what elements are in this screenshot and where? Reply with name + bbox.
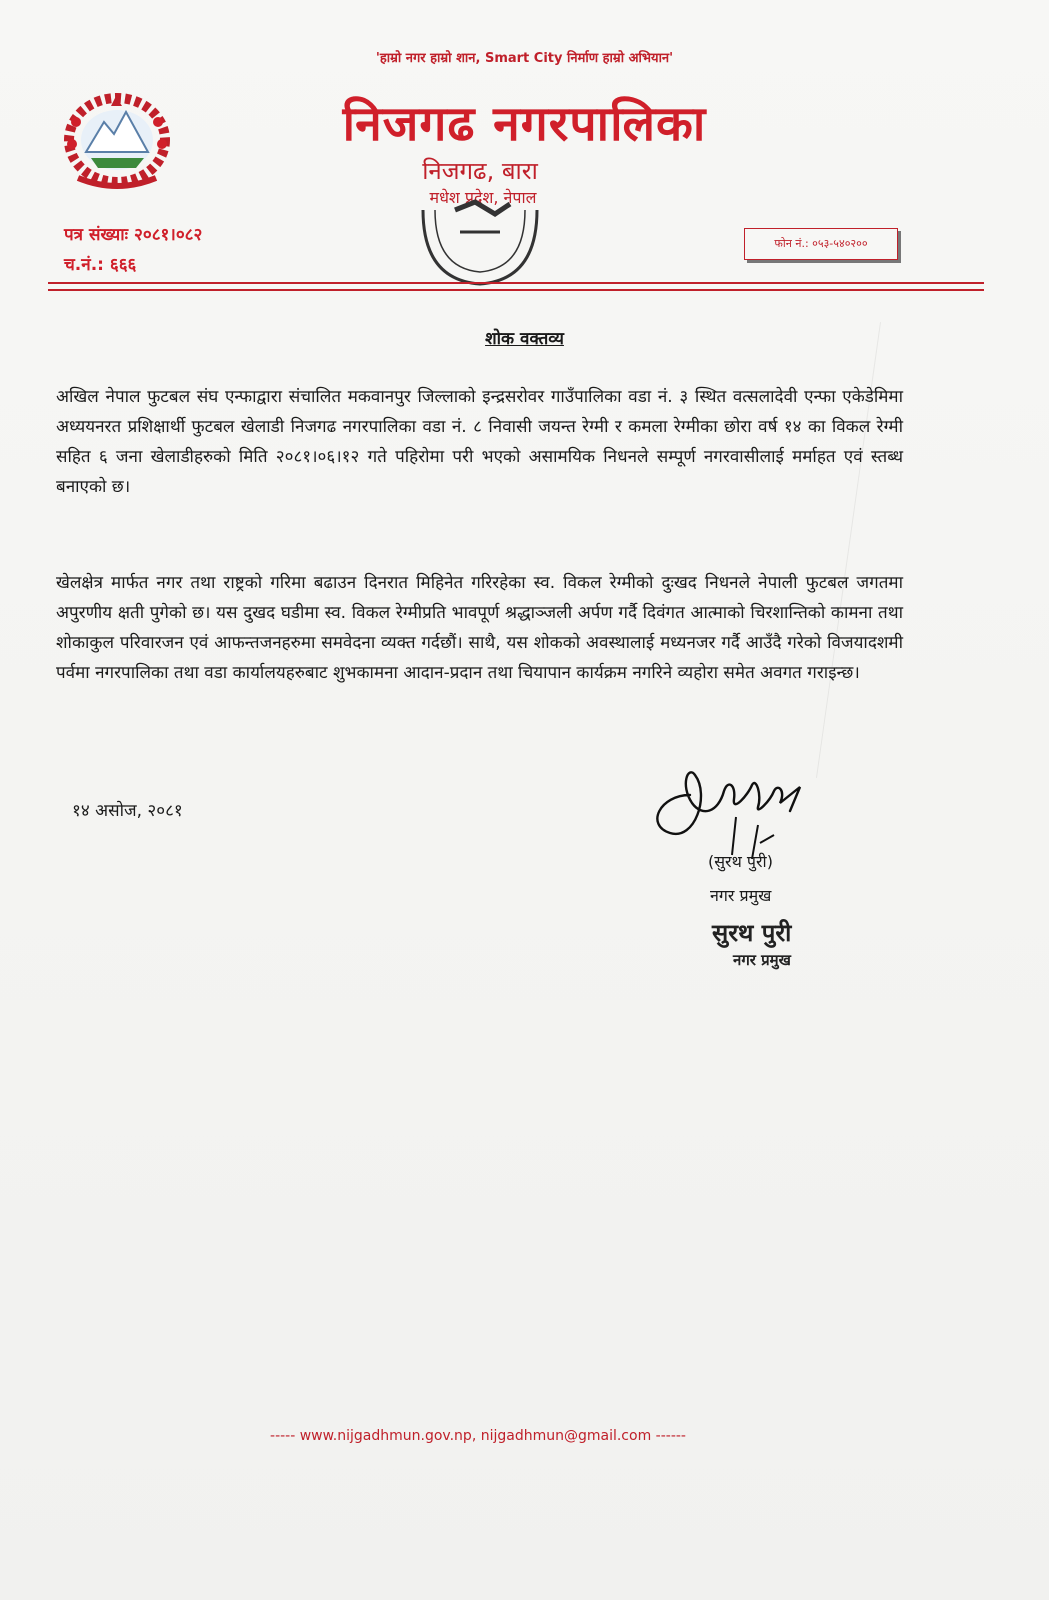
paragraph-1: अखिल नेपाल फुटबल संघ एन्फाद्वारा संचालित मकवानपुर जिल्लाको इन्द्रसरोवर गाउँपालिका वडा नं. ३ स्थित वत्सलादेवी एन्फा एकेडेमिमा अध्ययनरत प्रशिक्षार्थी फुटबल खेलाडी निजगढ नगरपालिका वडा नं. ८ निवासी जयन्त रेग्मी र कमला रेग्मीका छोरा वर्ष १४ का विकल रेग्मी सहित ६ जना खेलाडीहरुको मिति २०८१।०६।१२ गते पहिरोमा परी भएको असामयिक निधनले सम्पूर्ण नगरवासीलाई मर्माहत एवं स्तब्ध बनाएको छ।: [56, 387, 903, 497]
phone-box: फोन नं.: ०५३-५४०२००: [744, 228, 898, 260]
paragraph-2: खेलक्षेत्र मार्फत नगर तथा राष्ट्रको गरिमा बढाउन दिनरात मिहिनेत गरिरहेका स्व. विकल रेग्मीको दुःखद निधनले नेपाली फुटबल जगतमा अपुरणीय क्षती पुगेको छ। यस दुखद घडीमा स्व. विकल रेग्मीप्रति भावपूर्ण श्रद्धाञ्जली अर्पण गर्दै दिवंगत आत्माको चिरशान्तिको कामना तथा शोकाकुल परिवारजन एवं आफन्तजनहरुमा समवेदना व्यक्त गर्दछौं। साथै, यस शोकको अवस्थालाई मध्यनजर गर्दै आउँदै गरेको विजयादशमी पर्वमा नगरपालिका तथा वडा कार्यालयहरुबाट शुभकामना आदान-प्रदान तथा चियापान कार्यक्रम नगरिने व्यहोरा समेत अवगत गराइन्छ।: [56, 573, 903, 683]
organization-province: मधेश प्रदेश, नेपाल: [429, 188, 537, 207]
organization-title: निजगढ नगरपालिका: [342, 96, 707, 152]
signatory-title: नगर प्रमुख: [710, 886, 772, 905]
name-stamp: सुरथ पुरी: [712, 919, 792, 947]
letter-subject: शोक वक्तव्य: [485, 329, 564, 349]
footer-contact: ----- www.nijgadhmun.gov.np, nijgadhmun@gmail.com ------: [270, 1428, 686, 1444]
letter-number: पत्र संख्याः २०८१।०८२: [64, 225, 203, 245]
office-stamp: [405, 180, 555, 295]
handwritten-signature: [640, 755, 830, 865]
slogan: 'हाम्रो नगर हाम्रो शान, Smart City निर्माण हाम्रो अभियान': [375, 51, 674, 66]
header-rule-top: [48, 282, 984, 284]
title-stamp: नगर प्रमुख: [733, 951, 791, 969]
header-rule-bottom: [48, 289, 984, 291]
organization-location: निजगढ, बारा: [422, 157, 538, 185]
letter-date: १४ असोज, २०८१: [72, 801, 183, 821]
signatory-name: (सुरथ पुरी): [708, 852, 773, 871]
reference-block: [64, 220, 202, 280]
dispatch-number: च.नं.: ६६६: [64, 255, 137, 275]
